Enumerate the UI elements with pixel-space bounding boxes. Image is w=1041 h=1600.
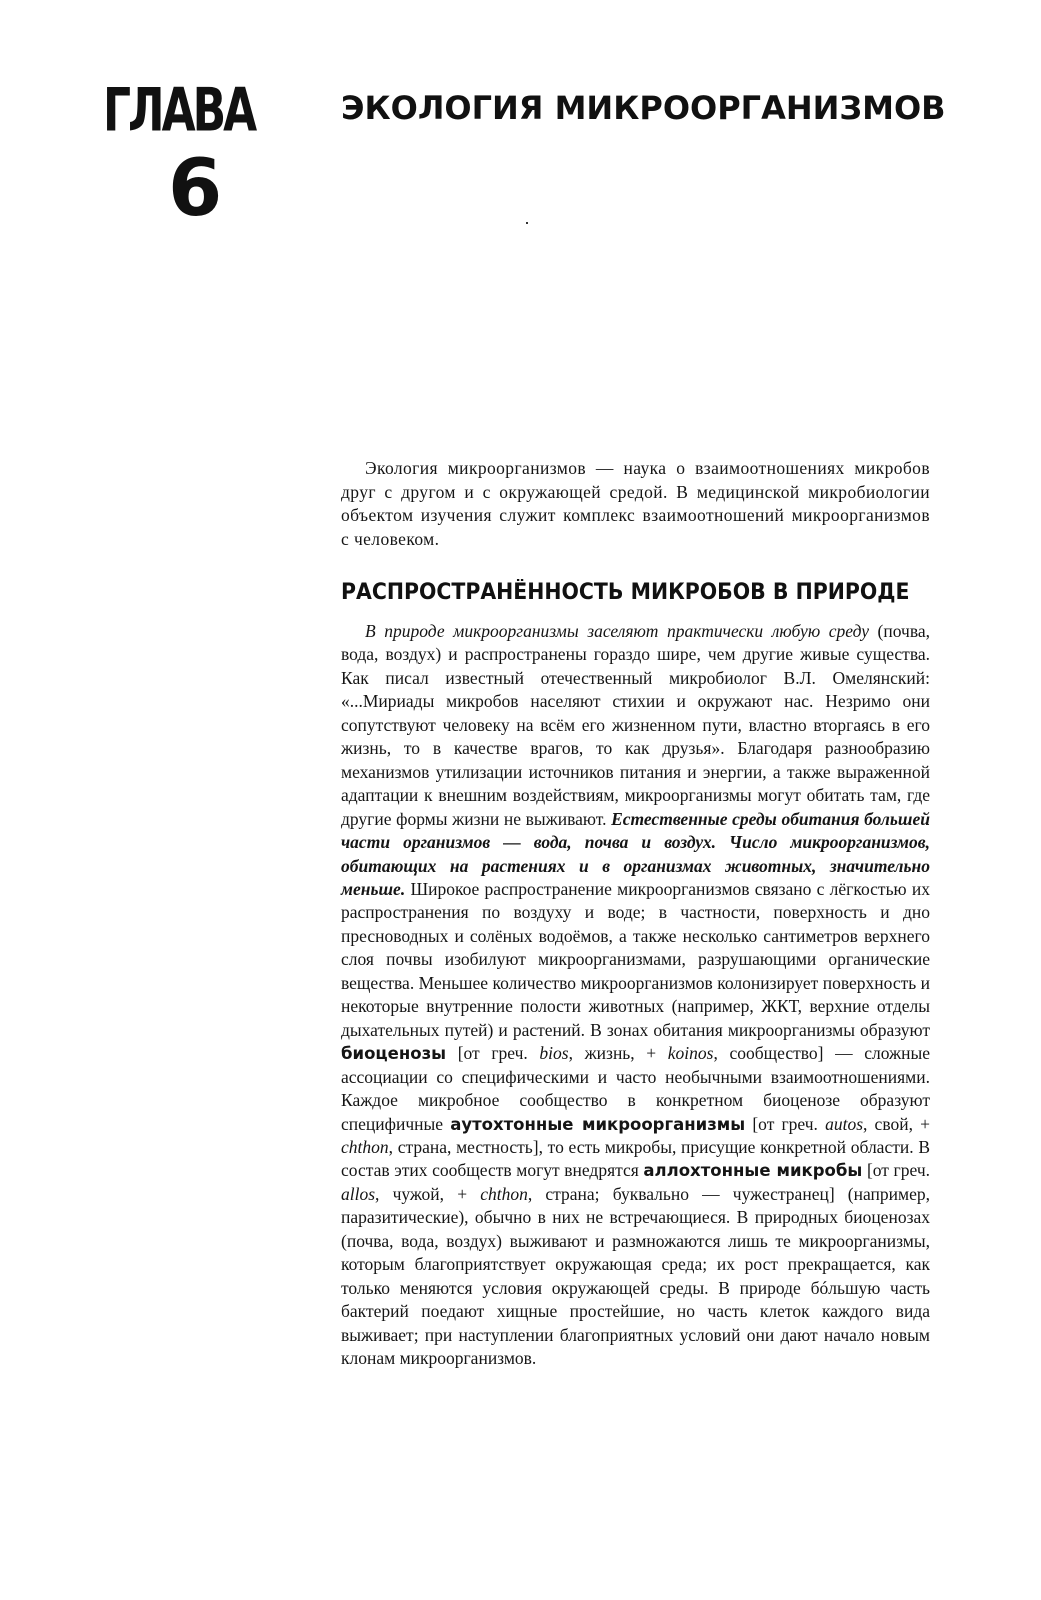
greek-word: chthon: [341, 1136, 389, 1157]
body-text-run: Широкое распространение микроорганизмов связано с лёгкостью их распространения по воздуху и воде; в частности, поверхность и дно пресноводных и солёных водоёмов, а также несколько сантиметров верхнего слоя почвы изобилуют микроорганизмами, разрушающими органические вещества. Меньшее количество микроорганизмов колонизирует поверхность и некоторые внутренние полости животных (например, ЖКТ, верхние отделы дыхательных путей) и растений. В зонах обитания микроорганизмы образуют: [341, 878, 930, 1040]
greek-word: chthon: [480, 1183, 528, 1204]
greek-word: allos: [341, 1183, 376, 1204]
greek-word: autos: [825, 1113, 864, 1134]
body-text-run: [от греч.: [745, 1113, 826, 1134]
section-body-paragraph: [341, 620, 930, 1371]
body-text-run: [от греч.: [862, 1160, 930, 1181]
greek-word: bios: [539, 1043, 569, 1064]
chapter-title: ЭКОЛОГИЯ МИКРООРГАНИЗМОВ: [341, 89, 946, 127]
term-biocenoses: биоценозы: [341, 1044, 447, 1064]
body-emphasis: Естественные среды обитания большей части организмов — вода, почва и воздух. Число микроорганизмов, обитающих на растениях и в организмах животных, значительно меньше.: [341, 808, 930, 899]
body-text-run: , сообщество] — сложные ассоциации со специфическими и часто необычными взаимоотношениями. Каждое микробное сообщество в конкретном биоценозе образуют специфичные: [341, 1043, 930, 1134]
term-allochthonous: аллохтонные микробы: [643, 1161, 863, 1181]
body-text-run: (почва, вода, воздух) и распространены гораздо шире, чем другие живые существа. Как писал известный отечественный микробиолог В.Л. Омелянский: «...Мириады микробов населяют стихии и окружают нас. Незримо они сопутствуют человеку на всём его жизненном пути, властно вторгаясь в его жизнь, то в качестве врагов, то как друзья». Благодаря разнообразию механизмов утилизации источников питания и энергии, а также выраженной адаптации к внешним воздействиям, микроорганизмы могут обитать там, где другие формы жизни не выживают.: [341, 621, 930, 829]
chapter-number: 6: [168, 144, 223, 234]
chapter-intro-paragraph: Экология микроорганизмов — наука о взаимоотношениях микробов друг с другом и с окружающей средой. В медицинской микробиологии объектом изучения служит комплекс взаимоотношений микроорганизмов с человеком.: [341, 458, 930, 549]
body-text-run: , страна, местность], то есть микробы, присущие конкретной области. В состав этих сообществ могут внедрятся: [341, 1136, 930, 1181]
section-heading: РАСПРОСТРАНЁННОСТЬ МИКРОБОВ В ПРИРОДЕ: [341, 580, 910, 605]
greek-word: koinos: [667, 1043, 714, 1064]
chapter-label: ГЛАВА: [103, 76, 255, 146]
print-speck: [526, 222, 528, 224]
body-intro-italic: В природе микроорганизмы заселяют практически любую среду: [365, 621, 869, 641]
body-text-run: , чужой, +: [375, 1183, 481, 1204]
body-text-run: , страна; буквально — чужестранец] (например, паразитические), обычно в них не встречающиеся. В природных биоценозах (почва, вода, воздух) выживают и размножаются лишь те микроорганизмы, которым благоприятствует окружающая среда; их рост прекращается, как только меняются условия окружающей среды. В природе бóльшую часть бактерий поедают хищные простейшие, но часть клеток каждого вида выживает; при наступлении благоприятных условий они дают начало новым клонам микроорганизмов.: [341, 1183, 930, 1369]
body-text-run: [от греч.: [446, 1043, 540, 1064]
body-text-run: , свой, +: [863, 1113, 930, 1134]
body-text-run: , жизнь, +: [568, 1043, 668, 1064]
term-autochthonous: аутохтонные микроорганизмы: [450, 1114, 746, 1134]
